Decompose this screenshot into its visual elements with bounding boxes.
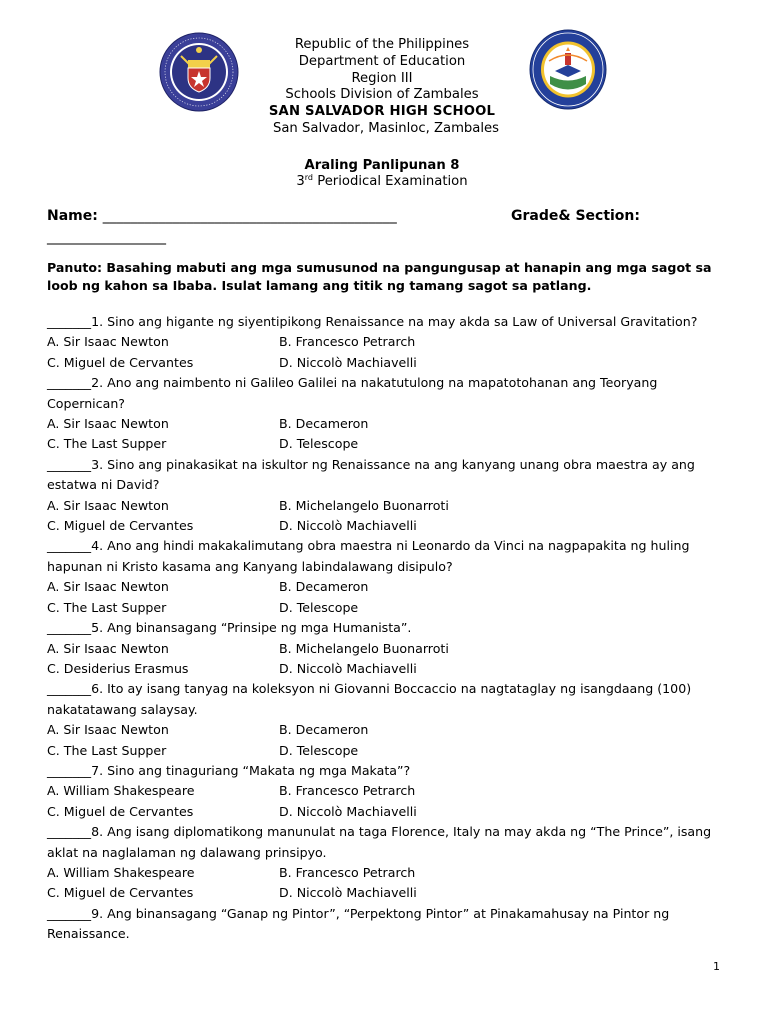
choice-a: A. Sir Isaac Newton <box>47 416 169 432</box>
choice-d: D. Telescope <box>279 436 359 452</box>
choice-a: A. Sir Isaac Newton <box>47 497 169 513</box>
options-row <box>47 659 717 679</box>
options-row <box>47 353 717 373</box>
name-field[interactable] <box>47 207 397 225</box>
options-row <box>47 741 717 761</box>
options-row <box>47 781 717 801</box>
choice-a: A. Sir Isaac Newton <box>47 579 169 595</box>
choice-d: D. Niccolò Machiavelli <box>279 885 417 901</box>
options-row <box>47 863 717 883</box>
choice-a: A. William Shakespeare <box>47 783 195 799</box>
exam-ordinal-suffix: rd <box>304 173 314 182</box>
choice-b: B. Decameron <box>279 579 369 595</box>
question-text: _______4. Ano ang hindi makakalimutang obra maestra ni Leonardo da Vinci na nagpapakita ng huling hapunan ni Kristo kasama ang Kanyang labindalawang disipulo? <box>47 538 690 574</box>
choice-d: D. Niccolò Machiavelli <box>279 660 417 676</box>
page-number: 1 <box>713 960 720 973</box>
exam-subtitle-text: Periodical Examination <box>313 174 468 189</box>
question-text: _______7. Sino ang tinaguriang “Makata ng mga Makata”? <box>47 762 411 778</box>
grade-section-blank[interactable]: _________________ <box>47 229 166 245</box>
choice-a: A. Sir Isaac Newton <box>47 722 169 738</box>
options-row <box>47 720 717 740</box>
choice-d: D. Niccolò Machiavelli <box>279 354 417 370</box>
choice-a: A. William Shakespeare <box>47 864 195 880</box>
letterhead-department: Department of Education <box>298 53 466 69</box>
choice-b: B. Francesco Petrarch <box>279 783 416 799</box>
letterhead <box>160 37 604 138</box>
choice-c: C. The Last Supper <box>47 436 167 452</box>
question-text: _______6. Ito ay isang tanyag na koleksyon ni Giovanni Boccaccio na nagtataglay ng isangdaang (100) nakatatawang salaysay. <box>47 681 692 717</box>
exam-ordinal: 3 <box>296 174 305 189</box>
options-row <box>47 883 717 903</box>
question-text: _______5. Ang binansagang “Prinsipe ng mga Humanista”. <box>47 620 412 636</box>
name-blank[interactable]: __________________________________________ <box>102 208 397 224</box>
instructions: Panuto: Basahing mabuti ang mga sumusunod na pangungusap at hanapin ang mga sagot sa loob ng kahon sa Ibaba. Isulat lamang ang titik ng tamang sagot sa patlang. <box>47 260 712 293</box>
choice-c: C. Miguel de Cervantes <box>47 518 194 534</box>
name-label: Name: <box>47 208 98 224</box>
choice-b: B. Francesco Petrarch <box>279 864 416 880</box>
options-row <box>47 802 717 822</box>
choice-d: D. Telescope <box>279 599 359 615</box>
choice-d: D. Niccolò Machiavelli <box>279 518 417 534</box>
question-item-4 <box>47 536 717 618</box>
exam-title: Araling Panlipunan 8 <box>304 158 460 173</box>
question-item-3 <box>47 455 717 537</box>
choice-b: B. Decameron <box>279 722 369 738</box>
school-name: SAN SALVADOR HIGH SCHOOL <box>268 104 496 120</box>
options-row <box>47 516 717 536</box>
letterhead-division: Schools Division of Zambales <box>285 87 479 103</box>
choice-c: C. The Last Supper <box>47 742 167 758</box>
question-item-6 <box>47 679 717 761</box>
choice-b: B. Michelangelo Buonarroti <box>279 497 449 513</box>
question-list <box>47 312 717 945</box>
letterhead-region: Region III <box>351 70 413 86</box>
choice-c: C. Miguel de Cervantes <box>47 885 194 901</box>
options-row <box>47 434 717 454</box>
options-row <box>47 332 717 352</box>
options-row <box>47 414 717 434</box>
options-row <box>47 639 717 659</box>
question-text: _______1. Sino ang higante ng siyentipikong Renaissance na may akda sa Law of Universal Gravitation? <box>47 314 698 329</box>
question-item-8 <box>47 822 717 904</box>
question-item-7 <box>47 761 717 822</box>
question-text: _______2. Ano ang naimbento ni Galileo Galilei na nakatutulong na mapatotohanan ang Teoryang Copernican? <box>47 375 658 411</box>
school-address: San Salvador, Masinloc, Zambales <box>272 120 500 136</box>
choice-b: B. Decameron <box>279 416 369 432</box>
question-text: _______3. Sino ang pinakasikat na iskultor ng Renaissance na ang kanyang unang obra maestra ay ang estatwa ni David? <box>47 456 695 493</box>
options-row <box>47 598 717 618</box>
question-item-5 <box>47 618 717 679</box>
choice-a: A. Sir Isaac Newton <box>47 334 169 350</box>
grade-section-field[interactable] <box>511 207 640 225</box>
choice-a: A. Sir Isaac Newton <box>47 640 169 656</box>
grade-section-label: Grade& Section: <box>511 208 640 224</box>
exam-subtitle <box>160 174 604 190</box>
options-row <box>47 577 717 597</box>
question-text: _______8. Ang isang diplomatikong manunulat na taga Florence, Italy na may akda ng “The Prince”, isang aklat na naglalaman ng dalawang prinsipyo. <box>47 824 712 860</box>
options-row <box>47 496 717 516</box>
choice-c: C. Miguel de Cervantes <box>47 354 194 370</box>
grade-section-blank-line[interactable] <box>47 228 166 246</box>
letterhead-republic: Republic of the Philippines <box>294 37 470 52</box>
choice-d: D. Telescope <box>279 742 359 758</box>
choice-d: D. Niccolò Machiavelli <box>279 803 417 819</box>
exam-header <box>160 158 604 190</box>
choice-c: C. Miguel de Cervantes <box>47 803 194 819</box>
question-item-9: _______9. Ang binansagang “Ganap ng Pintor”, “Perpektong Pintor” at Pinakamahusay na Pintor ng Renaissance. <box>47 905 670 942</box>
choice-b: B. Michelangelo Buonarroti <box>279 640 449 656</box>
question-item-1 <box>47 312 717 373</box>
question-item-2 <box>47 373 717 455</box>
choice-c: C. The Last Supper <box>47 599 167 615</box>
choice-c: C. Desiderius Erasmus <box>47 660 189 676</box>
question-items <box>47 312 717 904</box>
choice-b: B. Francesco Petrarch <box>279 334 416 350</box>
